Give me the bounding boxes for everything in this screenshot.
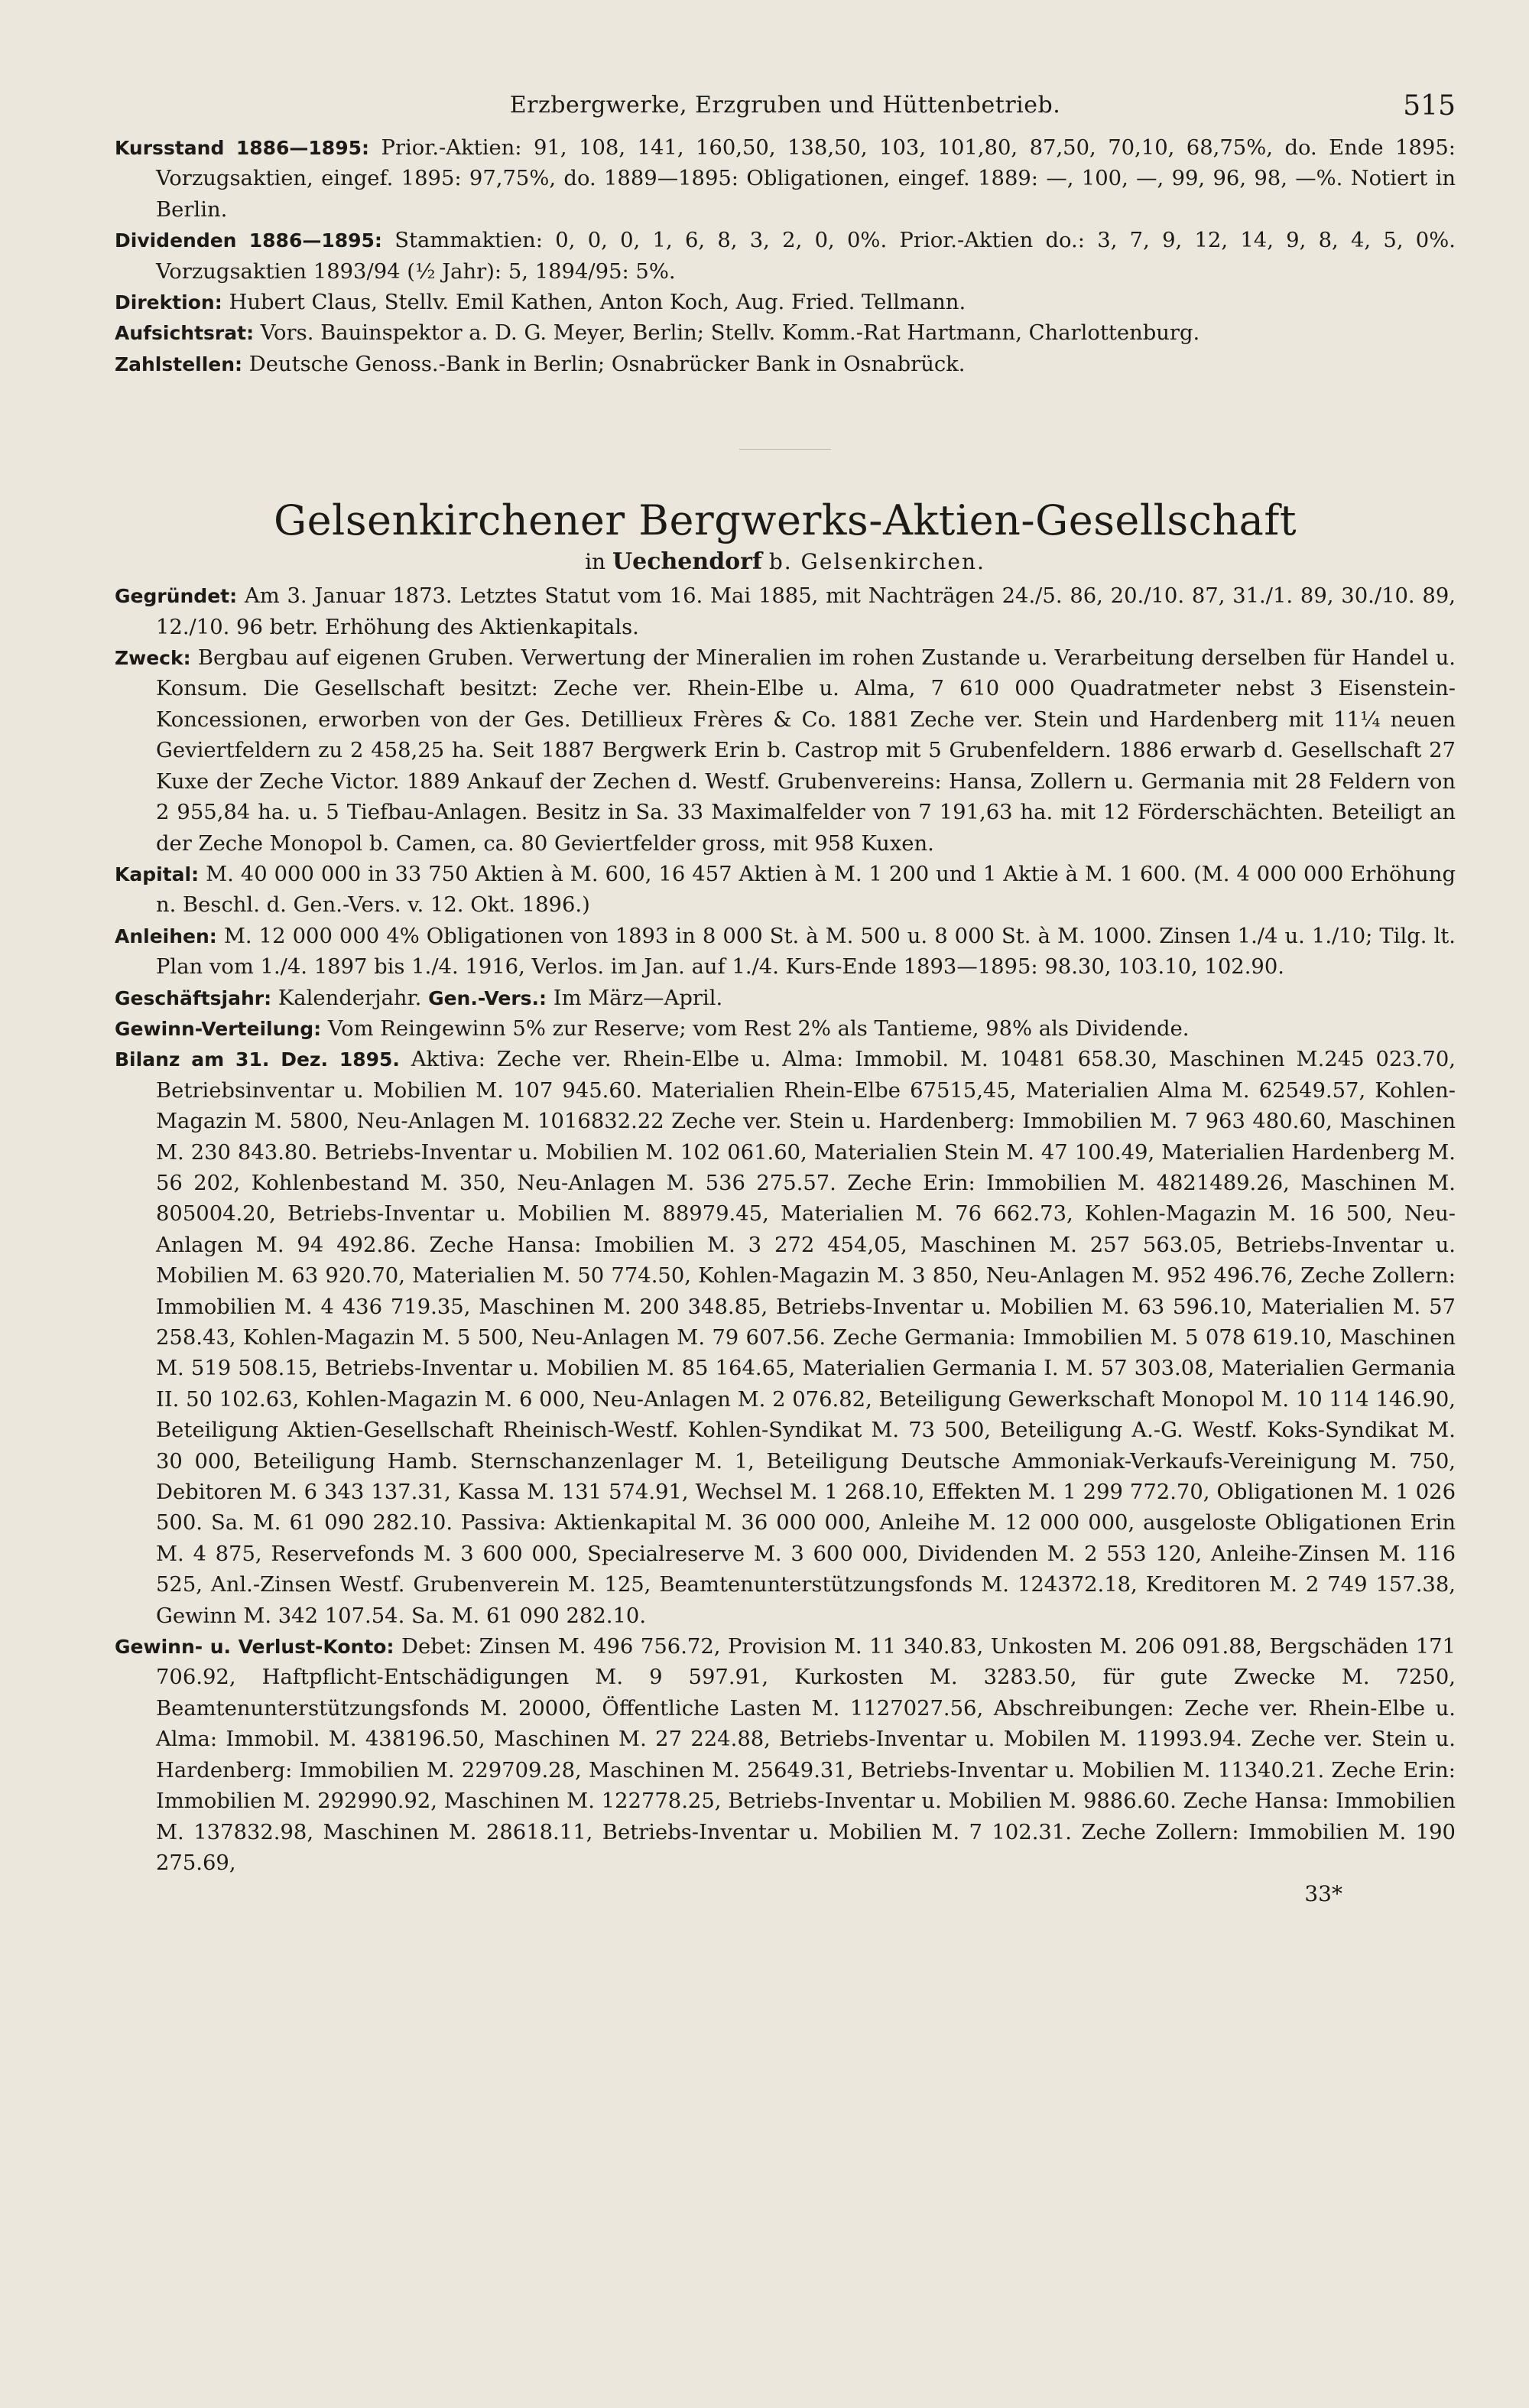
entry-label: Gegründet: [115, 585, 238, 608]
entry-label: Zahlstellen: [115, 353, 243, 375]
entry-kursstand [115, 133, 1456, 226]
entry-direktion [115, 288, 1456, 318]
company-entries [115, 581, 1456, 1879]
entry-label: Kapital: [115, 863, 200, 886]
entry-geschaeftsjahr [115, 983, 1456, 1014]
entry-label: Dividenden 1886—1895: [115, 229, 382, 252]
entry-label-gen-vers: Gen.-Vers.: [428, 986, 547, 1009]
entry-text: Kalenderjahr. [278, 986, 422, 1010]
entry-text: Debet: Zinsen M. 496 756.72, Provision M. 11 340.83, Unkosten M. 206 091.88, Bergschäden 171 706.92, Haftpflicht-Entschädigungen M. 9 597.91, Kurkosten M. 3283.50, für gute Zwecke M. 7250, Beamtenunterstützungsfonds M. 20000, Öffentliche Lasten M. 1127027.56, Abschreibungen: Zeche ver. Rhein-Elbe u. Alma: Immobil. M. 438196.50, Maschinen M. 27 224.88, Betriebs-Inventar u. Mobilen M. 11993.94. Zeche ver. Stein u. Hardenberg: Immobilien M. 229709.28, Maschinen M. 25649.31, Betriebs-Inventar u. Mobilien M. 11340.21. Zeche Erin: Immobilien M. 292990.92, Maschinen M. 122778.25, Betriebs-Inventar u. Mobilien M. 9886.60. Zeche Hansa: Immobilien M. 137832.98, Maschinen M. 28618.11, Betriebs-Inventar u. Mobilien M. 7 102.31. Zeche Zollern: Immobilien M. 190 275.69, [156, 1635, 1456, 1875]
entry-label: Geschäftsjahr: [115, 986, 272, 1009]
company-subtitle [115, 546, 1456, 578]
subtitle-suffix: b. Gelsenkirchen. [768, 549, 985, 575]
entry-zahlstellen [115, 349, 1456, 380]
subtitle-prefix: in [585, 549, 606, 575]
entry-kapital [115, 860, 1456, 921]
entry-label: Gewinn-Verteilung: [115, 1017, 322, 1040]
entry-text: M. 12 000 000 4% Obligationen von 1893 in 8 000 St. à M. 500 u. 8 000 St. à M. 1000. Zinsen 1./4 u. 1./10; Tilg. lt. Plan vom 1./4. 1897 bis 1./4. 1916, Verlos. im Jan. auf 1./4. Kurs-Ende 1893—1895: 98.30, 103.10, 102.90. [156, 924, 1456, 980]
entry-label: Direktion: [115, 291, 222, 314]
entry-gewinn-verlust-konto [115, 1632, 1456, 1879]
entry-label: Kursstand 1886—1895: [115, 137, 369, 159]
entry-zweck [115, 643, 1456, 860]
entry-label: Zweck: [115, 647, 191, 670]
running-title: Erzbergwerke, Erzgruben und Hüttenbetrieb. [509, 92, 1061, 119]
entry-text: Hubert Claus, Stellv. Emil Kathen, Anton Koch, Aug. Fried. Tellmann. [229, 291, 966, 315]
signature-mark: 33* [1304, 1881, 1342, 1907]
entry-text: Vom Reingewinn 5% zur Reserve; vom Rest 2% als Tantieme, 98% als Dividende. [327, 1016, 1190, 1041]
entry-label: Aufsichtsrat: [115, 322, 255, 345]
section-divider [739, 449, 831, 450]
entry-text: Aktiva: Zeche ver. Rhein-Elbe u. Alma: Immobil. M. 10481 658.30, Maschinen M.245 023.70, Betriebsinventar u. Mobilien M. 107 945.60. Materialien Rhein-Elbe 67515,45, Materialien Alma M. 62549.57, Kohlen-Magazin M. 5800, Neu-Anlagen M. 1016832.22 Zeche ver. Stein u. Hardenberg: Immobilien M. 7 963 480.60, Maschinen M. 230 843.80. Betriebs-Inventar u. Mobilien M. 102 061.60, Materialien Stein M. 47 100.49, Materialien Hardenberg M. 56 202, Kohlenbestand M. 350, Neu-Anlagen M. 536 275.57. Zeche Erin: Immobilien M. 4821489.26, Maschinen M. 805004.20, Betriebs-Inventar u. Mobilien M. 88979.45, Materialien M. 76 662.73, Kohlen-Magazin M. 16 500, Neu-Anlagen M. 94 492.86. Zeche Hansa: Imobilien M. 3 272 454,05, Maschinen M. 257 563.05, Betriebs-Inventar u. Mobilien M. 63 920.70, Materialien M. 50 774.50, Kohlen-Magazin M. 3 850, Neu-Anlagen M. 952 496.76, Zeche Zollern: Immobilien M. 4 436 719.35, Maschinen M. 200 348.85, Betriebs-Inventar u. Mobilien M. 63 596.10, Materialien M. 57 258.43, Kohlen-Magazin M. 5 500, Neu-Anlagen M. 79 607.56. Zeche Germania: Immobilien M. 5 078 619.10, Maschinen M. 519 508.15, Betriebs-Inventar u. Mobilien M. 85 164.65, Materialien Germania I. M. 57 303.08, Materialien Germania II. 50 102.63, Kohlen-Magazin M. 6 000, Neu-Anlagen M. 2 076.82, Beteiligung Gewerkschaft Monopol M. 10 114 146.90, Beteiligung Aktien-Gesellschaft Rheinisch-Westf. Kohlen-Syndikat M. 73 500, Beteiligung A.-G. Westf. Koks-Syndikat M. 30 000, Beteiligung Hamb. Sternschanzenlager M. 1, Beteiligung Deutsche Ammoniak-Verkaufs-Vereinigung M. 750, Debitoren M. 6 343 137.31, Kassa M. 131 574.91, Wechsel M. 1 268.10, Effekten M. 1 299 772.70, Obligationen M. 1 026 500. Sa. M. 61 090 282.10. Passiva: Aktienkapital M. 36 000 000, Anleihe M. 12 000 000, ausgeloste Obligationen Erin M. 4 875, Reservefonds M. 3 600 000, Specialreserve M. 3 600 000, Dividenden M. 2 553 120, Anleihe-Zinsen M. 116 525, Anl.-Zinsen Westf. Grubenverein M. 125, Beamtenunterstützungsfonds M. 124372.18, Kreditoren M. 2 749 157.38, Gewinn M. 342 107.54. Sa. M. 61 090 282.10. [156, 1048, 1456, 1628]
entry-text: Stammaktien: 0, 0, 0, 1, 6, 8, 3, 2, 0, 0%. Prior.-Aktien do.: 3, 7, 9, 12, 14, 9, 8, 4, 5, 0%. Vorzugsaktien 1893/94 (½ Jahr): 5, 1894/95: 5%. [156, 229, 1456, 284]
subtitle-place: Uechendorf [612, 548, 762, 576]
entry-label: Anleihen: [115, 925, 217, 947]
entry-gegruendet [115, 581, 1456, 643]
previous-company-section [115, 133, 1456, 380]
entry-anleihen [115, 921, 1456, 983]
entry-bilanz [115, 1045, 1456, 1632]
entry-label: Gewinn- u. Verlust-Konto: [115, 1636, 394, 1659]
entry-text: Vors. Bauinspektor a. D. G. Meyer, Berlin; Stellv. Komm.-Rat Hartmann, Charlottenburg. [260, 321, 1200, 346]
entry-label: Bilanz am 31. Dez. 1895. [115, 1048, 400, 1071]
entry-text: Deutsche Genoss.-Bank in Berlin; Osnabrücker Bank in Osnabrück. [248, 352, 966, 376]
entry-gewinn-verteilung [115, 1014, 1456, 1045]
entry-text: Bergbau auf eigenen Gruben. Verwertung der Mineralien im rohen Zustande u. Verarbeitung derselben für Handel u. Konsum. Die Gesellschaft besitzt: Zeche ver. Rhein-Elbe u. Alma, 7 610 000 Quadratmeter nebst 3 Eisenstein-Koncessionen, erworben von der Ges. Detillieux Frères & Co. 1881 Zeche ver. Stein und Hardenberg mit 11¼ neuen Geviertfeldern zu 2 458,25 ha. Seit 1887 Bergwerk Erin b. Castrop mit 5 Grubenfeldern. 1886 erwarb d. Gesellschaft 27 Kuxe der Zeche Victor. 1889 Ankauf der Zechen d. Westf. Grubenvereins: Hansa, Zollern u. Germania mit 28 Feldern von 2 955,84 ha. u. 5 Tiefbau-Anlagen. Besitz in Sa. 33 Maximalfelder von 7 191,63 ha. mit 12 Förderschächten. Beteiligt an der Zeche Monopol b. Camen, ca. 80 Geviertfelder gross, mit 958 Kuxen. [156, 646, 1456, 856]
company-title: Gelsenkirchener Bergwerks-Aktien-Gesellschaft [273, 496, 1297, 545]
entry-aufsichtsrat [115, 318, 1456, 349]
entry-text: Prior.-Aktien: 91, 108, 141, 160,50, 138,50, 103, 101,80, 87,50, 70,10, 68,75%, do. Ende 1895: Vorzugsaktien, eingef. 1895: 97,75%, do. 1889—1895: Obligationen, eingef. 1889: —, 100, —, 99, 96, 98, —%. Notiert in Berlin. [156, 136, 1456, 222]
page-number: 515 [1403, 90, 1456, 122]
entry-dividenden [115, 226, 1456, 288]
running-head [115, 69, 1456, 133]
entry-text-gen-vers: Im März—April. [553, 986, 723, 1010]
entry-text: M. 40 000 000 in 33 750 Aktien à M. 600, 16 457 Aktien à M. 1 200 und 1 Aktie à M. 1 600. (M. 4 000 000 Erhöhung n. Beschl. d. Gen.-Vers. v. 12. Okt. 1896.) [156, 862, 1456, 918]
entry-text: Am 3. Januar 1873. Letztes Statut vom 16. Mai 1885, mit Nachträgen 24./5. 86, 20./10. 87, 31./1. 89, 30./10. 89, 12./10. 96 betr. Erhöhung des Aktienkapitals. [156, 584, 1456, 639]
